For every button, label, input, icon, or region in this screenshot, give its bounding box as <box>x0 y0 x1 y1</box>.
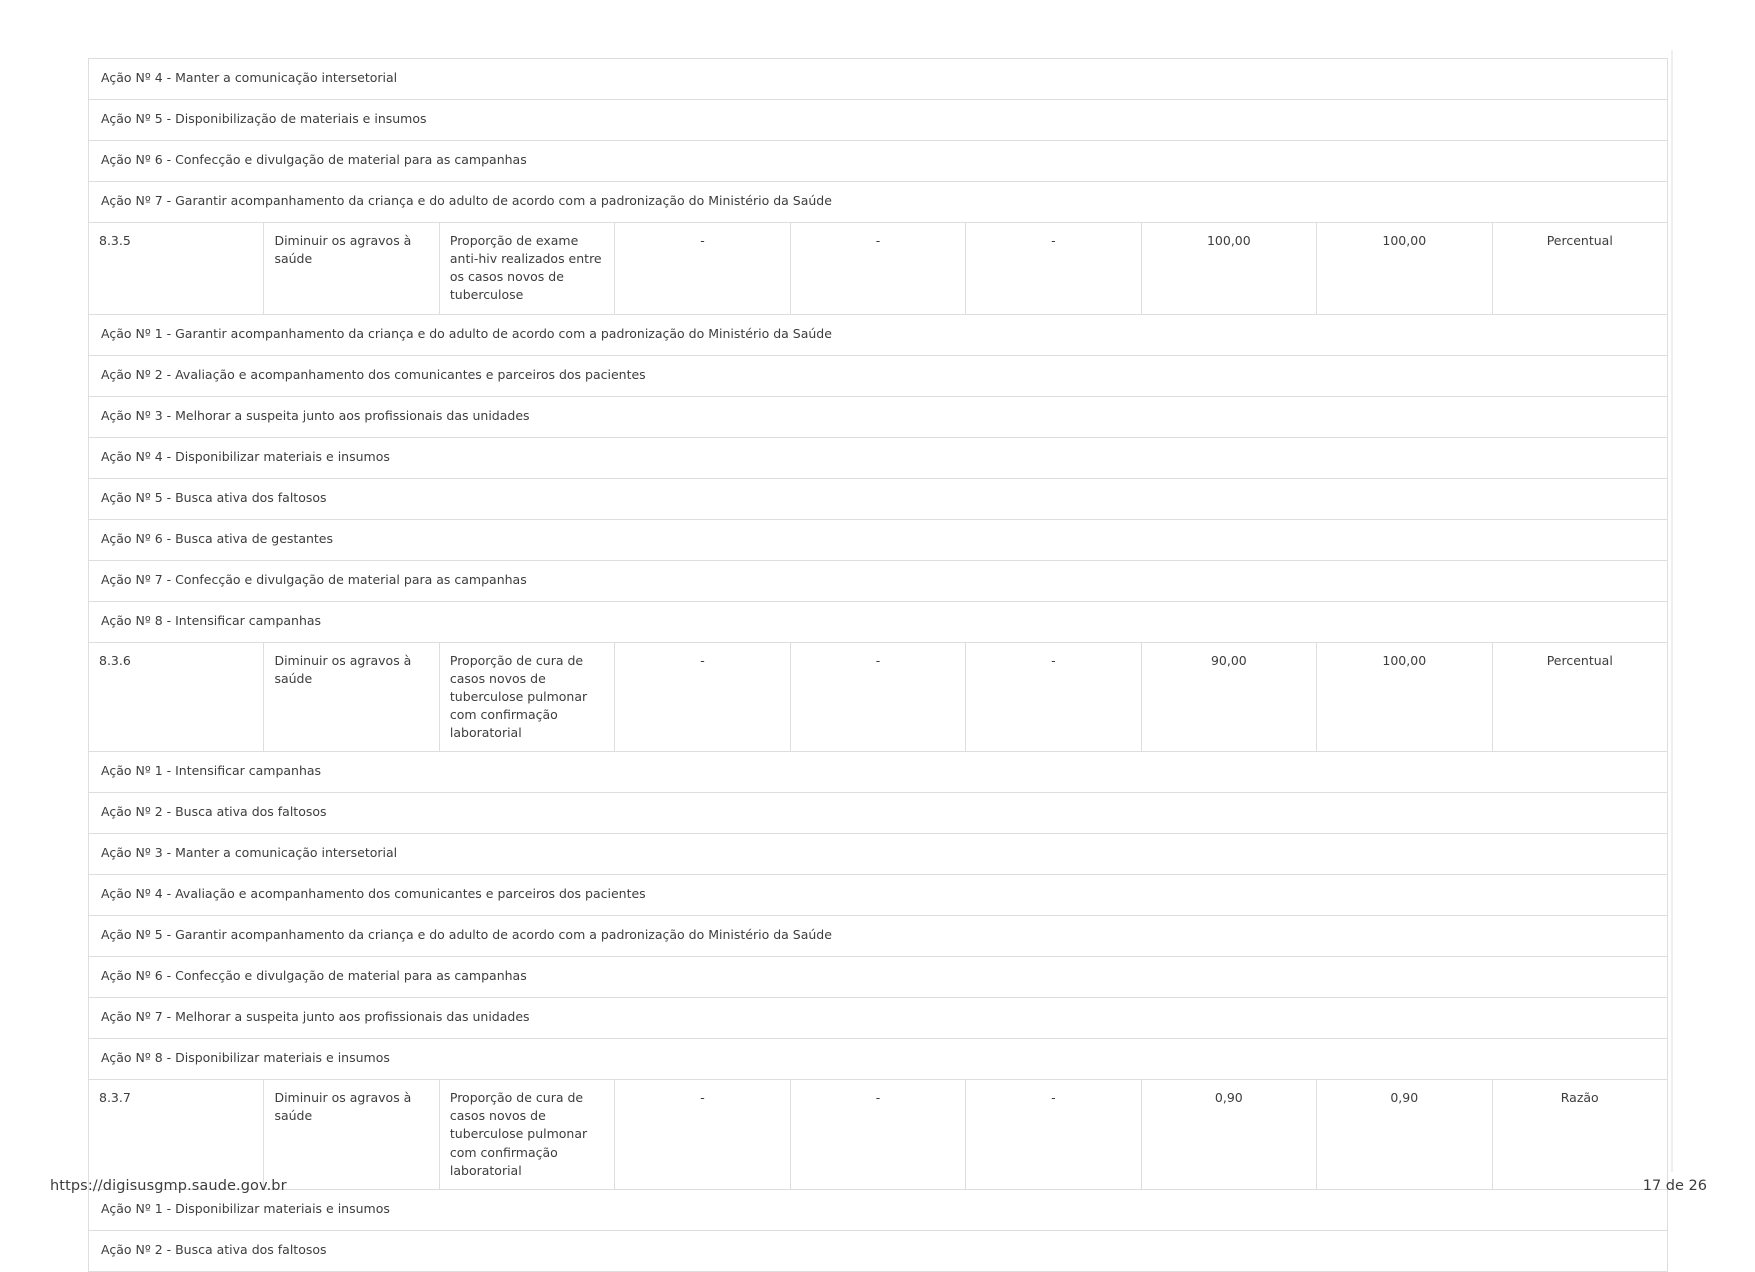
table-row <box>89 1080 1668 1190</box>
action-text: Ação Nº 6 - Confecção e divulgação de material para as campanhas <box>89 141 1668 182</box>
indicator-value-5: 0,90 <box>1317 1080 1492 1190</box>
action-text: Ação Nº 7 - Confecção e divulgação de material para as campanhas <box>89 560 1668 601</box>
action-text: Ação Nº 3 - Manter a comunicação intersetorial <box>89 834 1668 875</box>
action-text: Ação Nº 5 - Garantir acompanhamento da criança e do adulto de acordo com a padronização do Ministério da Saúde <box>89 916 1668 957</box>
table-row <box>89 1039 1668 1080</box>
indicator-description: Proporção de cura de casos novos de tuberculose pulmonar com confirmação laboratorial <box>439 642 614 752</box>
indicator-value-1: - <box>615 223 790 315</box>
indicator-value-3: - <box>966 223 1141 315</box>
action-text: Ação Nº 4 - Avaliação e acompanhamento dos comunicantes e parceiros dos pacientes <box>89 875 1668 916</box>
action-text: Ação Nº 1 - Garantir acompanhamento da criança e do adulto de acordo com a padronização do Ministério da Saúde <box>89 314 1668 355</box>
table-row <box>89 957 1668 998</box>
indicator-unit: Percentual <box>1492 223 1668 315</box>
indicator-code: 8.3.6 <box>89 642 264 752</box>
action-text: Ação Nº 8 - Disponibilizar materiais e insumos <box>89 1039 1668 1080</box>
action-text: Ação Nº 4 - Disponibilizar materiais e insumos <box>89 437 1668 478</box>
indicator-value-2: - <box>790 1080 965 1190</box>
table-row <box>89 100 1668 141</box>
table-row <box>89 834 1668 875</box>
table-row <box>89 182 1668 223</box>
indicator-directive: Diminuir os agravos à saúde <box>264 642 439 752</box>
table-row <box>89 478 1668 519</box>
table-row <box>89 223 1668 315</box>
action-text: Ação Nº 7 - Garantir acompanhamento da criança e do adulto de acordo com a padronização do Ministério da Saúde <box>89 182 1668 223</box>
table-body <box>89 59 1668 1272</box>
indicator-value-3: - <box>966 642 1141 752</box>
action-text: Ação Nº 2 - Avaliação e acompanhamento dos comunicantes e parceiros dos pacientes <box>89 355 1668 396</box>
indicator-value-5: 100,00 <box>1317 223 1492 315</box>
indicator-code: 8.3.7 <box>89 1080 264 1190</box>
action-text: Ação Nº 4 - Manter a comunicação intersetorial <box>89 59 1668 100</box>
indicator-value-4: 0,90 <box>1141 1080 1316 1190</box>
action-text: Ação Nº 1 - Disponibilizar materiais e insumos <box>89 1189 1668 1230</box>
indicator-value-1: - <box>615 642 790 752</box>
indicator-directive: Diminuir os agravos à saúde <box>264 223 439 315</box>
footer-url: https://digisusgmp.saude.gov.br <box>50 1178 287 1194</box>
indicator-description: Proporção de exame anti-hiv realizados entre os casos novos de tuberculose <box>439 223 614 315</box>
indicator-value-4: 100,00 <box>1141 223 1316 315</box>
table-row <box>89 314 1668 355</box>
table-row <box>89 59 1668 100</box>
table-row <box>89 355 1668 396</box>
action-text: Ação Nº 8 - Intensificar campanhas <box>89 601 1668 642</box>
table-row <box>89 793 1668 834</box>
table-row <box>89 396 1668 437</box>
table-row <box>89 141 1668 182</box>
indicator-value-2: - <box>790 642 965 752</box>
action-text: Ação Nº 1 - Intensificar campanhas <box>89 752 1668 793</box>
indicator-directive: Diminuir os agravos à saúde <box>264 1080 439 1190</box>
indicator-description: Proporção de cura de casos novos de tuberculose pulmonar com confirmação laboratorial <box>439 1080 614 1190</box>
action-text: Ação Nº 2 - Busca ativa dos faltosos <box>89 1230 1668 1271</box>
page-footer <box>0 1178 1755 1218</box>
indicator-value-5: 100,00 <box>1317 642 1492 752</box>
indicator-unit: Razão <box>1492 1080 1668 1190</box>
table-row <box>89 998 1668 1039</box>
action-text: Ação Nº 7 - Melhorar a suspeita junto aos profissionais das unidades <box>89 998 1668 1039</box>
action-text: Ação Nº 3 - Melhorar a suspeita junto aos profissionais das unidades <box>89 396 1668 437</box>
action-text: Ação Nº 5 - Busca ativa dos faltosos <box>89 478 1668 519</box>
table-row <box>89 1230 1668 1271</box>
footer-page-number: 17 de 26 <box>1642 1178 1707 1194</box>
action-text: Ação Nº 5 - Disponibilização de materiais e insumos <box>89 100 1668 141</box>
action-text: Ação Nº 6 - Busca ativa de gestantes <box>89 519 1668 560</box>
indicator-value-2: - <box>790 223 965 315</box>
table-row <box>89 642 1668 752</box>
action-text: Ação Nº 6 - Confecção e divulgação de material para as campanhas <box>89 957 1668 998</box>
indicator-value-1: - <box>615 1080 790 1190</box>
table-row <box>89 601 1668 642</box>
indicator-unit: Percentual <box>1492 642 1668 752</box>
indicator-value-3: - <box>966 1080 1141 1190</box>
report-table-area <box>88 58 1668 1272</box>
table-row <box>89 916 1668 957</box>
table-row <box>89 437 1668 478</box>
table-row <box>89 752 1668 793</box>
table-row <box>89 519 1668 560</box>
table-row <box>89 875 1668 916</box>
indicator-code: 8.3.5 <box>89 223 264 315</box>
indicators-table <box>88 58 1668 1272</box>
action-text: Ação Nº 2 - Busca ativa dos faltosos <box>89 793 1668 834</box>
table-row <box>89 560 1668 601</box>
indicator-value-4: 90,00 <box>1141 642 1316 752</box>
